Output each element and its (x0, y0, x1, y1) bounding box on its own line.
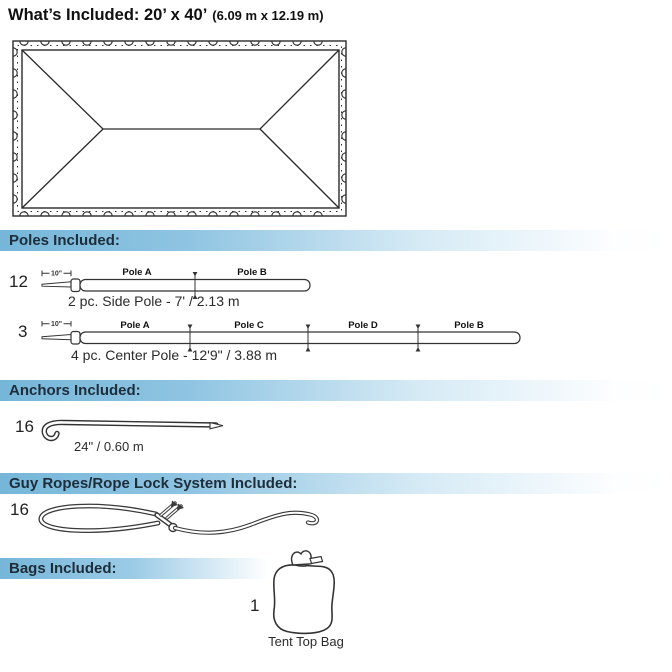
pole-collar (71, 332, 80, 345)
section-header-anchors-label: Anchors Included: (9, 382, 141, 399)
page-title-metric: (6.09 m x 12.19 m) (212, 8, 324, 23)
guy-rope-qty: 16 (10, 500, 29, 519)
rope-tail-outline (175, 513, 317, 533)
pole-segment-label: Pole A (120, 320, 150, 331)
section-header-poles-label: Poles Included: (9, 232, 120, 249)
anchor-qty: 16 (15, 417, 34, 436)
bag-diagram (264, 548, 348, 638)
bag-body (274, 565, 335, 634)
guy-rope-art (41, 501, 317, 533)
pole-tip-spike (42, 335, 71, 340)
section-header-bags (0, 558, 268, 579)
bag-qty: 1 (250, 596, 260, 615)
bag-caption: Tent Top Bag (268, 634, 344, 649)
pole-segment-label: Pole B (237, 267, 267, 278)
pole-segment-label: Pole D (348, 320, 378, 331)
side-pole-tip-dim-label: 10" (50, 270, 63, 278)
tent-top-diagram (0, 28, 356, 228)
section-header-guy-ropes (0, 473, 672, 494)
page-title-main: What’s Included: 20’ x 40’ (8, 6, 208, 24)
rope-tail-fill (175, 513, 317, 533)
pole-segment-label: Pole B (454, 320, 484, 331)
section-header-guy-ropes-label: Guy Ropes/Rope Lock System Included: (9, 475, 298, 492)
anchor-caption: 24" / 0.60 m (74, 439, 144, 454)
center-pole-tip-dim-label: 10" (50, 321, 63, 328)
pole-tip-spike (42, 282, 71, 287)
page-title (8, 6, 324, 25)
pole-body (80, 332, 520, 344)
pole-segment-label: Pole C (234, 320, 264, 331)
pole-segment-label: Pole A (122, 267, 152, 278)
section-header-anchors (0, 380, 672, 401)
bag-tie-tab (310, 557, 323, 564)
pole-collar (71, 279, 80, 292)
center-pole-qty: 3 (18, 322, 28, 341)
side-pole-caption: 2 pc. Side Pole - 7' / 2.13 m (68, 293, 240, 309)
section-header-poles (0, 230, 672, 251)
rope-diagram (26, 499, 356, 545)
side-pole-qty: 12 (9, 272, 28, 291)
center-pole-caption: 4 pc. Center Pole - 12'9" / 3.88 m (71, 347, 278, 363)
section-header-bags-label: Bags Included: (9, 560, 117, 577)
